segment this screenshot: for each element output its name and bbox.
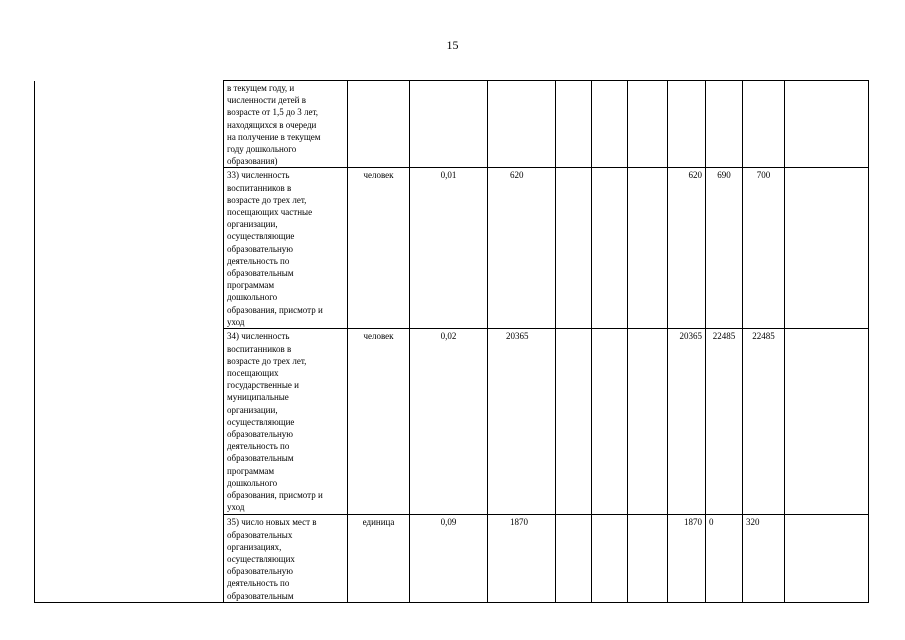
empty-cell (556, 515, 592, 602)
indicator-description: 33) численность воспитанников в возрасте до трех лет, посещающих частные организации, осуществляющие образовательную деятельность по образовательным программам дошкольного образования, присмотр и уход (224, 168, 348, 329)
value-2022-cell: 22485 (743, 329, 785, 515)
value-2020-cell (668, 81, 706, 168)
empty-cell (785, 168, 869, 329)
base-value-cell (488, 81, 556, 168)
empty-cell (628, 515, 668, 602)
unit-cell: единица (348, 515, 410, 602)
table-row (35, 81, 869, 168)
empty-cell (592, 329, 628, 515)
indicator-description: в текущем году, и численности детей в возрасте от 1,5 до 3 лет, находящихся в очереди на получение в текущем году дошкольного образования) (224, 81, 348, 168)
empty-cell (556, 168, 592, 329)
empty-cell (556, 81, 592, 168)
value-2022-cell (743, 81, 785, 168)
base-value-cell: 620 (488, 168, 556, 329)
value-2022-cell: 320 (743, 515, 785, 602)
empty-cell (592, 515, 628, 602)
indicator-description: 34) численность воспитанников в возрасте до трех лет, посещающих государственные и муниципальные организации, осуществляющие образовательную деятельность по образовательным программам дошкольного образования, присмотр и уход (224, 329, 348, 515)
weight-cell (410, 81, 488, 168)
empty-cell (592, 168, 628, 329)
value-2021-cell: 690 (706, 168, 743, 329)
weight-cell: 0,09 (410, 515, 488, 602)
unit-cell: человек (348, 168, 410, 329)
empty-cell (592, 81, 628, 168)
empty-cell (628, 168, 668, 329)
base-value-cell: 1870 (488, 515, 556, 602)
empty-cell (785, 81, 869, 168)
indicator-table (34, 80, 869, 603)
page-number: 15 (446, 38, 459, 52)
empty-cell (785, 515, 869, 602)
empty-cell (628, 81, 668, 168)
unit-cell: человек (348, 329, 410, 515)
value-2020-cell: 620 (668, 168, 706, 329)
unit-cell (348, 81, 410, 168)
base-value-cell: 20365 (488, 329, 556, 515)
value-2020-cell: 20365 (668, 329, 706, 515)
value-2021-cell: 22485 (706, 329, 743, 515)
blank-left-column (35, 81, 224, 603)
empty-cell (785, 329, 869, 515)
value-2022-cell: 700 (743, 168, 785, 329)
weight-cell: 0,01 (410, 168, 488, 329)
value-2020-cell: 1870 (668, 515, 706, 602)
empty-cell (628, 329, 668, 515)
value-2021-cell: 0 (706, 515, 743, 602)
indicator-description: 35) число новых мест в образовательных организациях, осуществляющих образовательную деятельность по образовательным (224, 515, 348, 602)
weight-cell: 0,02 (410, 329, 488, 515)
value-2021-cell (706, 81, 743, 168)
empty-cell (556, 329, 592, 515)
